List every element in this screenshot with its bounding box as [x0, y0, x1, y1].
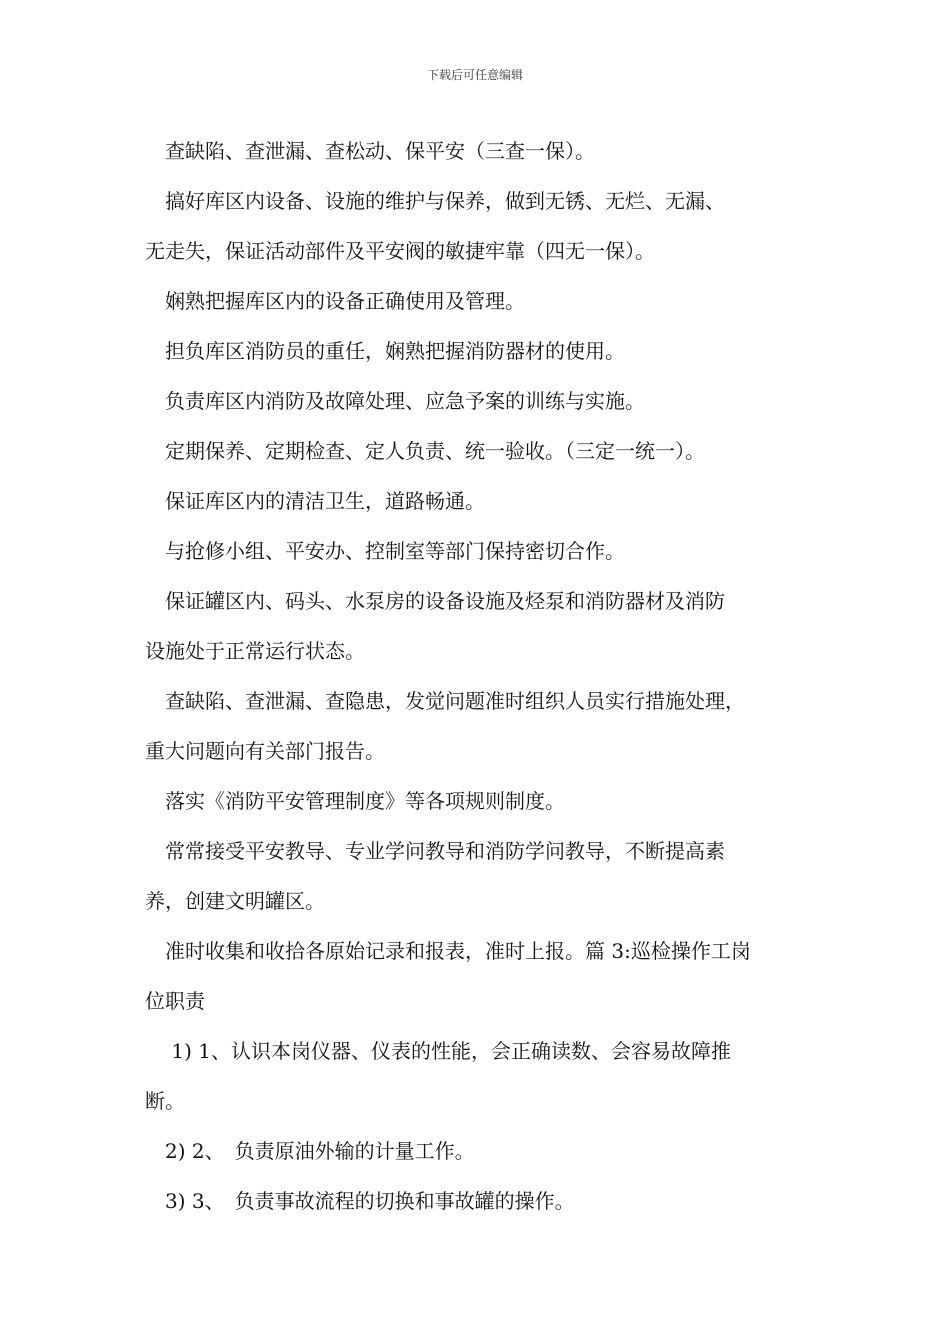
text-line: 准时收集和收拾各原始记录和报表，准时上报。篇 3:巡检操作工岗: [145, 939, 751, 963]
text-line: 搞好库区内设备、设施的维护与保养，做到无锈、无烂、无漏、: [145, 189, 725, 213]
text-line: 保证库区内的清洁卫生，道路畅通。: [145, 489, 485, 513]
text-line: 重大问题向有关部门报告。: [145, 739, 385, 763]
text-line: 担负库区消防员的重任，娴熟把握消防器材的使用。: [145, 339, 625, 363]
page-header: 下载后可任意编辑: [426, 68, 523, 82]
text-line: 3) 3、 负责事故流程的切换和事故罐的操作。: [145, 1189, 575, 1213]
text-line: 负责库区内消防及故障处理、应急予案的训练与实施。: [145, 389, 645, 413]
text-line: 查缺陷、查泄漏、查隐患，发觉问题准时组织人员实行措施处理，: [145, 689, 745, 713]
text-line: 常常接受平安教导、专业学问教导和消防学问教导，不断提高素: [145, 839, 725, 863]
text-line: 落实《消防平安管理制度》等各项规则制度。: [145, 789, 565, 813]
text-line: 断。: [145, 1089, 185, 1113]
text-line: 保证罐区内、码头、水泵房的设备设施及烃泵和消防器材及消防: [145, 589, 725, 613]
text-line: 无走失，保证活动部件及平安阀的敏捷牢靠（四无一保）。: [145, 239, 655, 263]
text-line: 养，创建文明罐区。: [145, 889, 325, 913]
text-line: 查缺陷、查泄漏、查松动、保平安（三查一保）。: [145, 139, 595, 163]
text-line: 娴熟把握库区内的设备正确使用及管理。: [145, 289, 525, 313]
text-line: 定期保养、定期检查、定人负责、统一验收。（三定一统一）。: [145, 439, 705, 463]
text-line: 2) 2、 负责原油外输的计量工作。: [145, 1139, 475, 1163]
text-line: 位职责: [145, 989, 205, 1013]
text-line: 与抢修小组、平安办、控制室等部门保持密切合作。: [145, 539, 625, 563]
text-line: 设施处于正常运行状态。: [145, 639, 365, 663]
text-line: 1) 1、认识本岗仪器、仪表的性能，会正确读数、会容易故障推: [145, 1039, 731, 1063]
